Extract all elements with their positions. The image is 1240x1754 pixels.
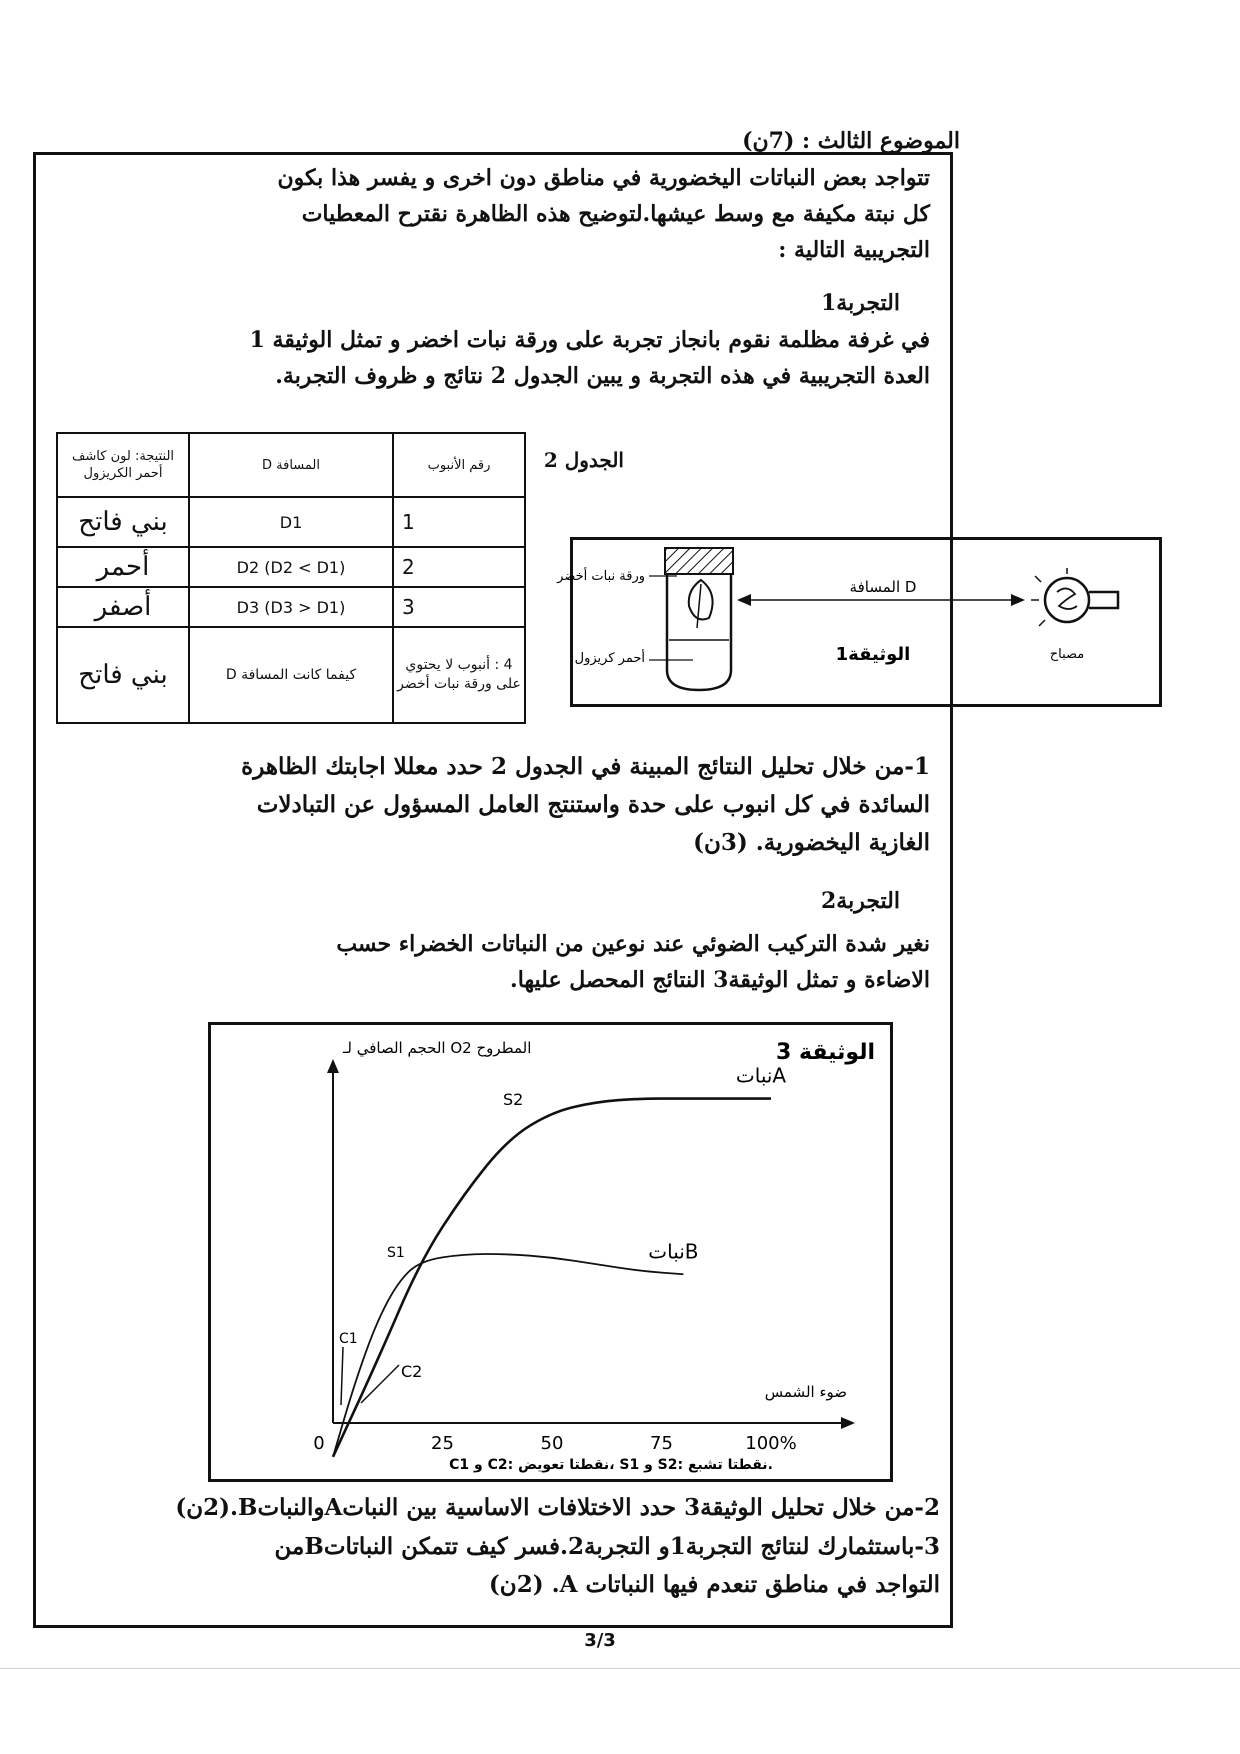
x-axis-arrow: [841, 1417, 855, 1429]
question1-line: 1-من خلال تحليل النتائج المبينة في الجدول 2 حدد معللا اجابتك الظاهرة: [241, 753, 930, 780]
y-axis-label: الحجم الصافي لـ O2 المطروح: [343, 1039, 532, 1057]
question3-points: (2ن): [488, 1571, 544, 1598]
c1-pointer: [341, 1347, 343, 1405]
cell-result: أحمر: [57, 547, 189, 587]
table-row: [57, 547, 525, 587]
cell-tube: 2: [393, 547, 525, 587]
question1: [80, 748, 930, 862]
arrow-head-right: [1011, 594, 1025, 606]
series-line-plant-b: [333, 1254, 683, 1457]
table-row: [57, 497, 525, 547]
series-line-plant-a: [333, 1099, 771, 1457]
section-title: الموضوع الثالث : (7ن): [742, 128, 960, 154]
intro-line: تتواجد بعض النباتات اليخضورية في مناطق دون اخرى و يفسر هذا بكون: [277, 165, 930, 191]
lamp-icon: [1031, 568, 1118, 626]
cell-distance: D1: [189, 497, 393, 547]
distance-label: المسافة D: [849, 578, 917, 596]
intro-line: التجريبية التالية :: [778, 237, 930, 263]
question2-points: (2ن): [175, 1494, 230, 1521]
cell-result: بني فاتح: [57, 627, 189, 723]
cell-distance: D3 (D3 > D1): [189, 587, 393, 627]
document1-svg: [557, 540, 1159, 704]
intro-paragraph: [120, 160, 930, 268]
tube-stopper: [665, 548, 733, 574]
results-table: [56, 432, 526, 724]
header-result: النتيجة: لون كاشف أحمر الكريزول: [57, 433, 189, 497]
x-ticks: [313, 1433, 796, 1454]
annotation-s2: S2: [503, 1090, 524, 1109]
chart-note: C1 و C2: نقطتا تعويض، S1 و S2: نقطتا تشبع.: [449, 1457, 773, 1473]
series-label-plant-b: نباتB: [648, 1239, 699, 1264]
question1-points: (3ن): [693, 829, 748, 856]
x-tick-label: 25: [431, 1433, 454, 1454]
arrow-head-left: [737, 594, 751, 606]
question2-line: [50, 1490, 940, 1526]
annotation-s1: S1: [387, 1245, 405, 1261]
exp1-line: في غرفة مظلمة نقوم بانجاز تجربة على ورقة نبات اخضر و تمثل الوثيقة 1: [249, 327, 930, 353]
x-axis-label: ضوء الشمس: [764, 1383, 847, 1401]
chart-title: الوثيقة 3: [776, 1040, 875, 1065]
y-axis-arrow: [327, 1059, 339, 1073]
exp2-paragraph: [150, 926, 930, 998]
cell-distance: D2 (D2 < D1): [189, 547, 393, 587]
x-tick-label: 0: [313, 1433, 325, 1454]
question3: [50, 1528, 940, 1604]
question1-line: السائدة في كل انبوب على حدة واستنتج العامل المسؤول عن التبادلات: [256, 791, 930, 818]
chart-svg: [211, 1025, 890, 1479]
annotation-c1: C1: [339, 1331, 358, 1347]
table-row: [57, 587, 525, 627]
bottom-rule: [0, 1668, 1240, 1669]
question1-line: [80, 824, 930, 862]
question3-line-end: التواجد في مناطق تنعدم فيها النباتات A.: [551, 1571, 940, 1598]
x-tick-label: 50: [540, 1433, 564, 1454]
cell-distance: كيفما كانت المسافة D: [189, 627, 393, 723]
x-tick-label: 75: [650, 1433, 673, 1454]
question1-line-end: الغازية اليخضورية.: [755, 829, 930, 856]
cell-tube: 3: [393, 587, 525, 627]
question3-line: 3-باستثمارك لنتائج التجربة1و التجربة2.فسر كيف تتمكن النباتاتBمن: [274, 1533, 940, 1560]
question2-text: 2-من خلال تحليل الوثيقة3 حدد الاختلافات الاساسية بين النباتAوالنباتB.: [230, 1494, 940, 1521]
document1-title: الوثيقة1: [835, 644, 911, 665]
question3-line: [50, 1566, 940, 1604]
cell-tube: 4 : أنبوب لا يحتوي على ورقة نبات أخضر: [393, 627, 525, 723]
document1-diagram: [557, 537, 1162, 707]
exp1-line: العدة التجريبية في هذه التجربة و يبين الجدول 2 نتائج و ظروف التجربة.: [275, 363, 930, 389]
cell-tube: 1: [393, 497, 525, 547]
page-number: 3/3: [584, 1630, 616, 1651]
cell-result: بني فاتح: [57, 497, 189, 547]
leaf-label: ورقة نبات أخضر: [557, 569, 645, 584]
indicator-label: أحمر كريزول: [574, 651, 645, 666]
exp1-title: التجربة1: [820, 290, 900, 316]
document3-chart: [208, 1022, 893, 1482]
question2: [50, 1490, 940, 1526]
header-tube: رقم الأنبوب: [393, 433, 525, 497]
table2-label: الجدول 2: [543, 448, 624, 472]
cell-result: أصفر: [57, 587, 189, 627]
lamp-label: مصباح: [1049, 647, 1085, 662]
exp2-line: الاضاءة و تمثل الوثيقة3 النتائج المحصل عليها.: [510, 967, 930, 993]
annotation-c2: C2: [401, 1362, 423, 1381]
x-tick-label: 100%: [745, 1433, 797, 1454]
leaf-icon: [689, 580, 713, 628]
header-distance: المسافة D: [189, 433, 393, 497]
table-row: [57, 627, 525, 723]
series-label-plant-a: نباتA: [735, 1063, 787, 1088]
exp2-title: التجربة2: [820, 888, 900, 914]
intro-line: كل نبتة مكيفة مع وسط عيشها.لتوضيح هذه الظاهرة نقترح المعطيات: [301, 201, 930, 227]
exp2-line: نغير شدة التركيب الضوئي عند نوعين من النباتات الخضراء حسب: [336, 931, 930, 957]
exp1-paragraph: [80, 322, 930, 394]
test-tube: [667, 574, 731, 690]
